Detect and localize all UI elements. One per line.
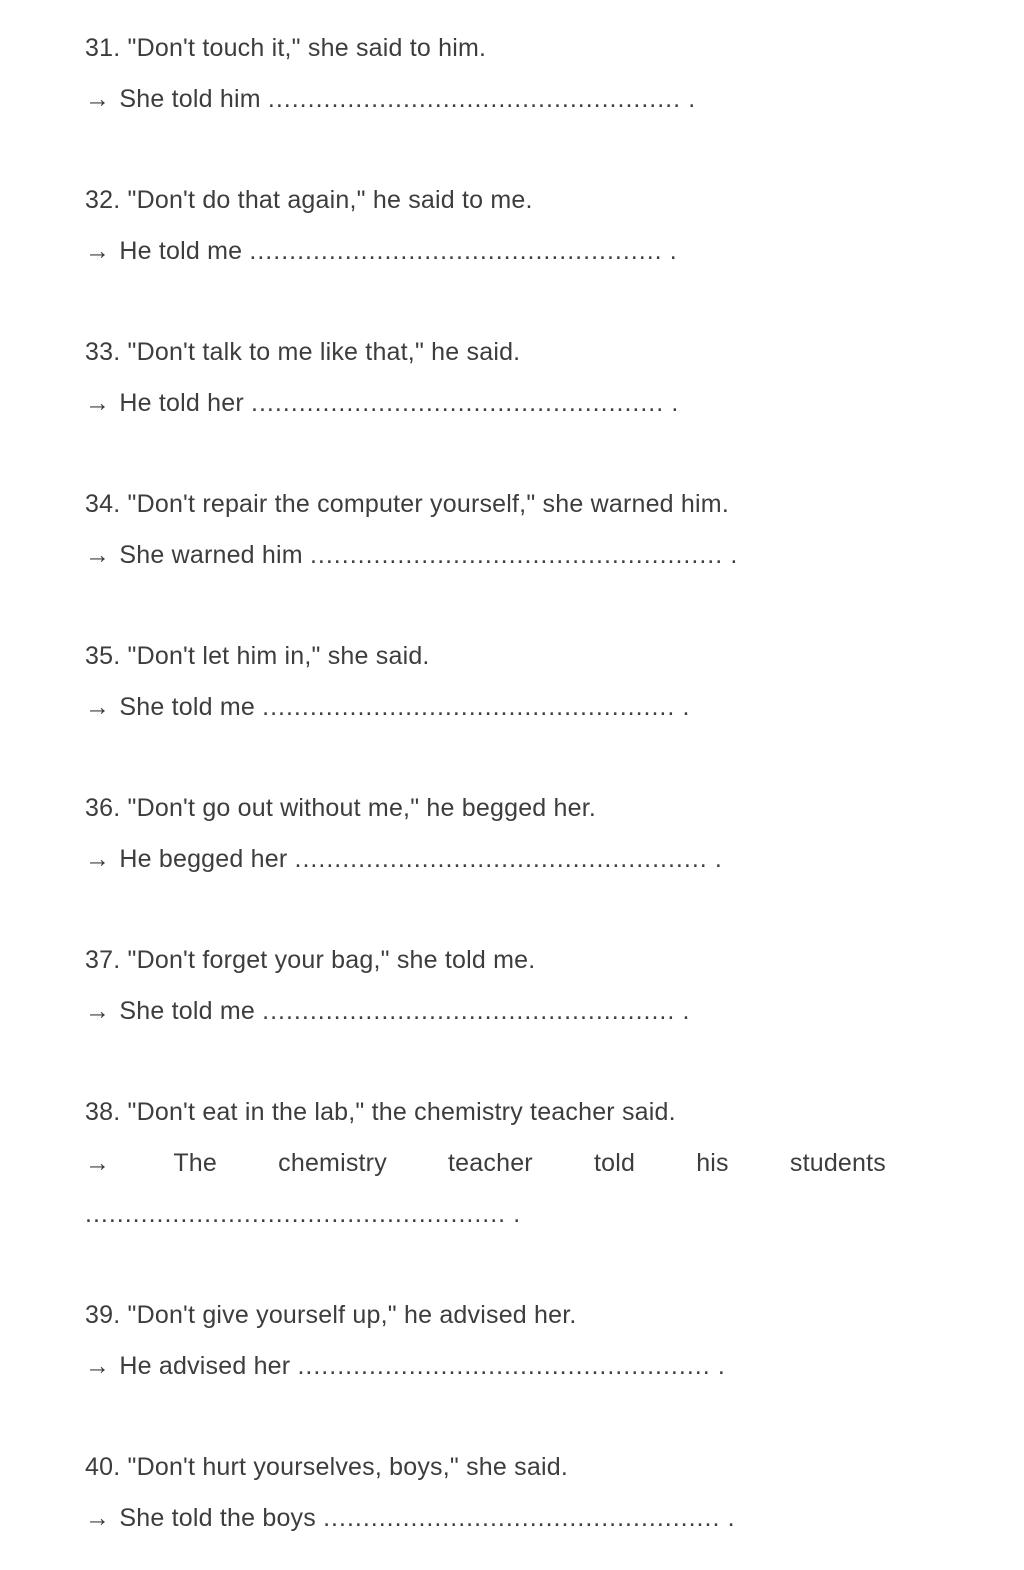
exercise-item-39 — [85, 1290, 984, 1392]
question-text: "Don't go out without me," he begged her. — [127, 794, 597, 822]
arrow-icon: → — [85, 845, 111, 873]
arrow-icon: → — [85, 1352, 111, 1380]
answer-line — [85, 1341, 984, 1392]
answer-prefix: He advised her — [119, 1352, 291, 1380]
question-text: "Don't talk to me like that," he said. — [127, 338, 521, 366]
answer-word: his — [696, 1149, 729, 1177]
item-number: 31. — [85, 34, 121, 62]
question-text: "Don't repair the computer yourself," she warned him. — [127, 490, 729, 518]
answer-blank: ..................................................... — [85, 1200, 507, 1228]
answer-prefix: She told him — [119, 85, 261, 113]
answer-prefix: She warned him — [119, 541, 303, 569]
question-line — [85, 783, 984, 834]
exercise-item-37 — [85, 935, 984, 1037]
answer-blank: .................................................... — [251, 389, 665, 417]
exercise-item-31 — [85, 23, 984, 125]
exercise-item-36 — [85, 783, 984, 885]
exercise-item-33 — [85, 327, 984, 429]
answer-prefix: She told me — [119, 693, 255, 721]
item-number: 36. — [85, 794, 121, 822]
question-line — [85, 479, 984, 530]
answer-line — [85, 226, 984, 277]
question-text: "Don't forget your bag," she told me. — [127, 946, 536, 974]
question-text: "Don't eat in the lab," the chemistry teacher said. — [127, 1098, 676, 1126]
answer-blank: .................................................... — [249, 237, 663, 265]
item-number: 39. — [85, 1301, 121, 1329]
question-line — [85, 631, 984, 682]
final-period: . — [682, 693, 690, 721]
item-number: 38. — [85, 1098, 121, 1126]
final-period: . — [717, 1352, 725, 1380]
answer-word: The — [173, 1149, 218, 1177]
answer-blank: .................................................... — [297, 1352, 711, 1380]
question-text: "Don't do that again," he said to me. — [127, 186, 533, 214]
answer-blank: .................................................. — [323, 1504, 721, 1532]
arrow-icon: → — [85, 85, 111, 113]
answer-line — [85, 986, 984, 1037]
arrow-icon: → — [85, 389, 111, 417]
final-period: . — [671, 389, 679, 417]
item-number: 33. — [85, 338, 121, 366]
arrow-icon: → — [85, 237, 111, 265]
final-period: . — [513, 1200, 521, 1228]
question-line — [85, 1290, 984, 1341]
item-number: 40. — [85, 1453, 121, 1481]
answer-prefix: He begged her — [119, 845, 288, 873]
item-number: 37. — [85, 946, 121, 974]
answer-word: teacher — [448, 1149, 533, 1177]
question-line — [85, 327, 984, 378]
answer-blank: .................................................... — [294, 845, 708, 873]
answer-prefix: He told me — [119, 237, 243, 265]
exercise-item-32 — [85, 175, 984, 277]
exercise-item-35 — [85, 631, 984, 733]
final-period: . — [688, 85, 696, 113]
arrow-icon: → — [85, 997, 111, 1025]
answer-blank: .................................................... — [309, 541, 724, 569]
answer-line — [85, 682, 984, 733]
answer-line — [85, 530, 984, 581]
answer-prefix: He told her — [119, 389, 244, 417]
exercise-item-34 — [85, 479, 984, 581]
answer-line — [85, 834, 984, 885]
item-number: 32. — [85, 186, 121, 214]
final-period: . — [730, 541, 738, 569]
question-text: "Don't let him in," she said. — [127, 642, 430, 670]
question-line — [85, 1087, 984, 1138]
question-text: "Don't hurt yourselves, boys," she said. — [127, 1453, 568, 1481]
question-line — [85, 175, 984, 226]
answer-word: students — [789, 1149, 886, 1177]
answer-word: told — [593, 1149, 636, 1177]
answer-prefix: She told me — [119, 997, 255, 1025]
final-period: . — [714, 845, 723, 873]
answer-line — [85, 378, 984, 429]
item-number: 35. — [85, 642, 121, 670]
answer-dots-line — [85, 1189, 984, 1240]
arrow-icon: → — [85, 693, 111, 721]
answer-line — [85, 1493, 984, 1544]
answer-word: chemistry — [278, 1149, 387, 1177]
exercise-item-38 — [85, 1087, 984, 1240]
arrow-icon: → — [85, 1504, 111, 1532]
exercise-item-40 — [85, 1442, 984, 1544]
arrow-icon: → — [85, 541, 111, 569]
final-period: . — [727, 1504, 735, 1532]
answer-blank: .................................................... — [267, 85, 682, 113]
arrow-icon: → — [85, 1149, 111, 1177]
answer-line — [85, 74, 984, 125]
question-text: "Don't give yourself up," he advised her. — [127, 1301, 577, 1329]
question-line — [85, 1442, 984, 1493]
question-line — [85, 23, 984, 74]
item-number: 34. — [85, 490, 121, 518]
final-period: . — [682, 997, 690, 1025]
final-period: . — [669, 237, 677, 265]
answer-blank: .................................................... — [262, 693, 676, 721]
question-text: "Don't touch it," she said to him. — [127, 34, 487, 62]
question-line — [85, 935, 984, 986]
answer-blank: .................................................... — [262, 997, 676, 1025]
answer-prefix: She told the boys — [119, 1504, 316, 1532]
answer-line — [85, 1138, 886, 1189]
